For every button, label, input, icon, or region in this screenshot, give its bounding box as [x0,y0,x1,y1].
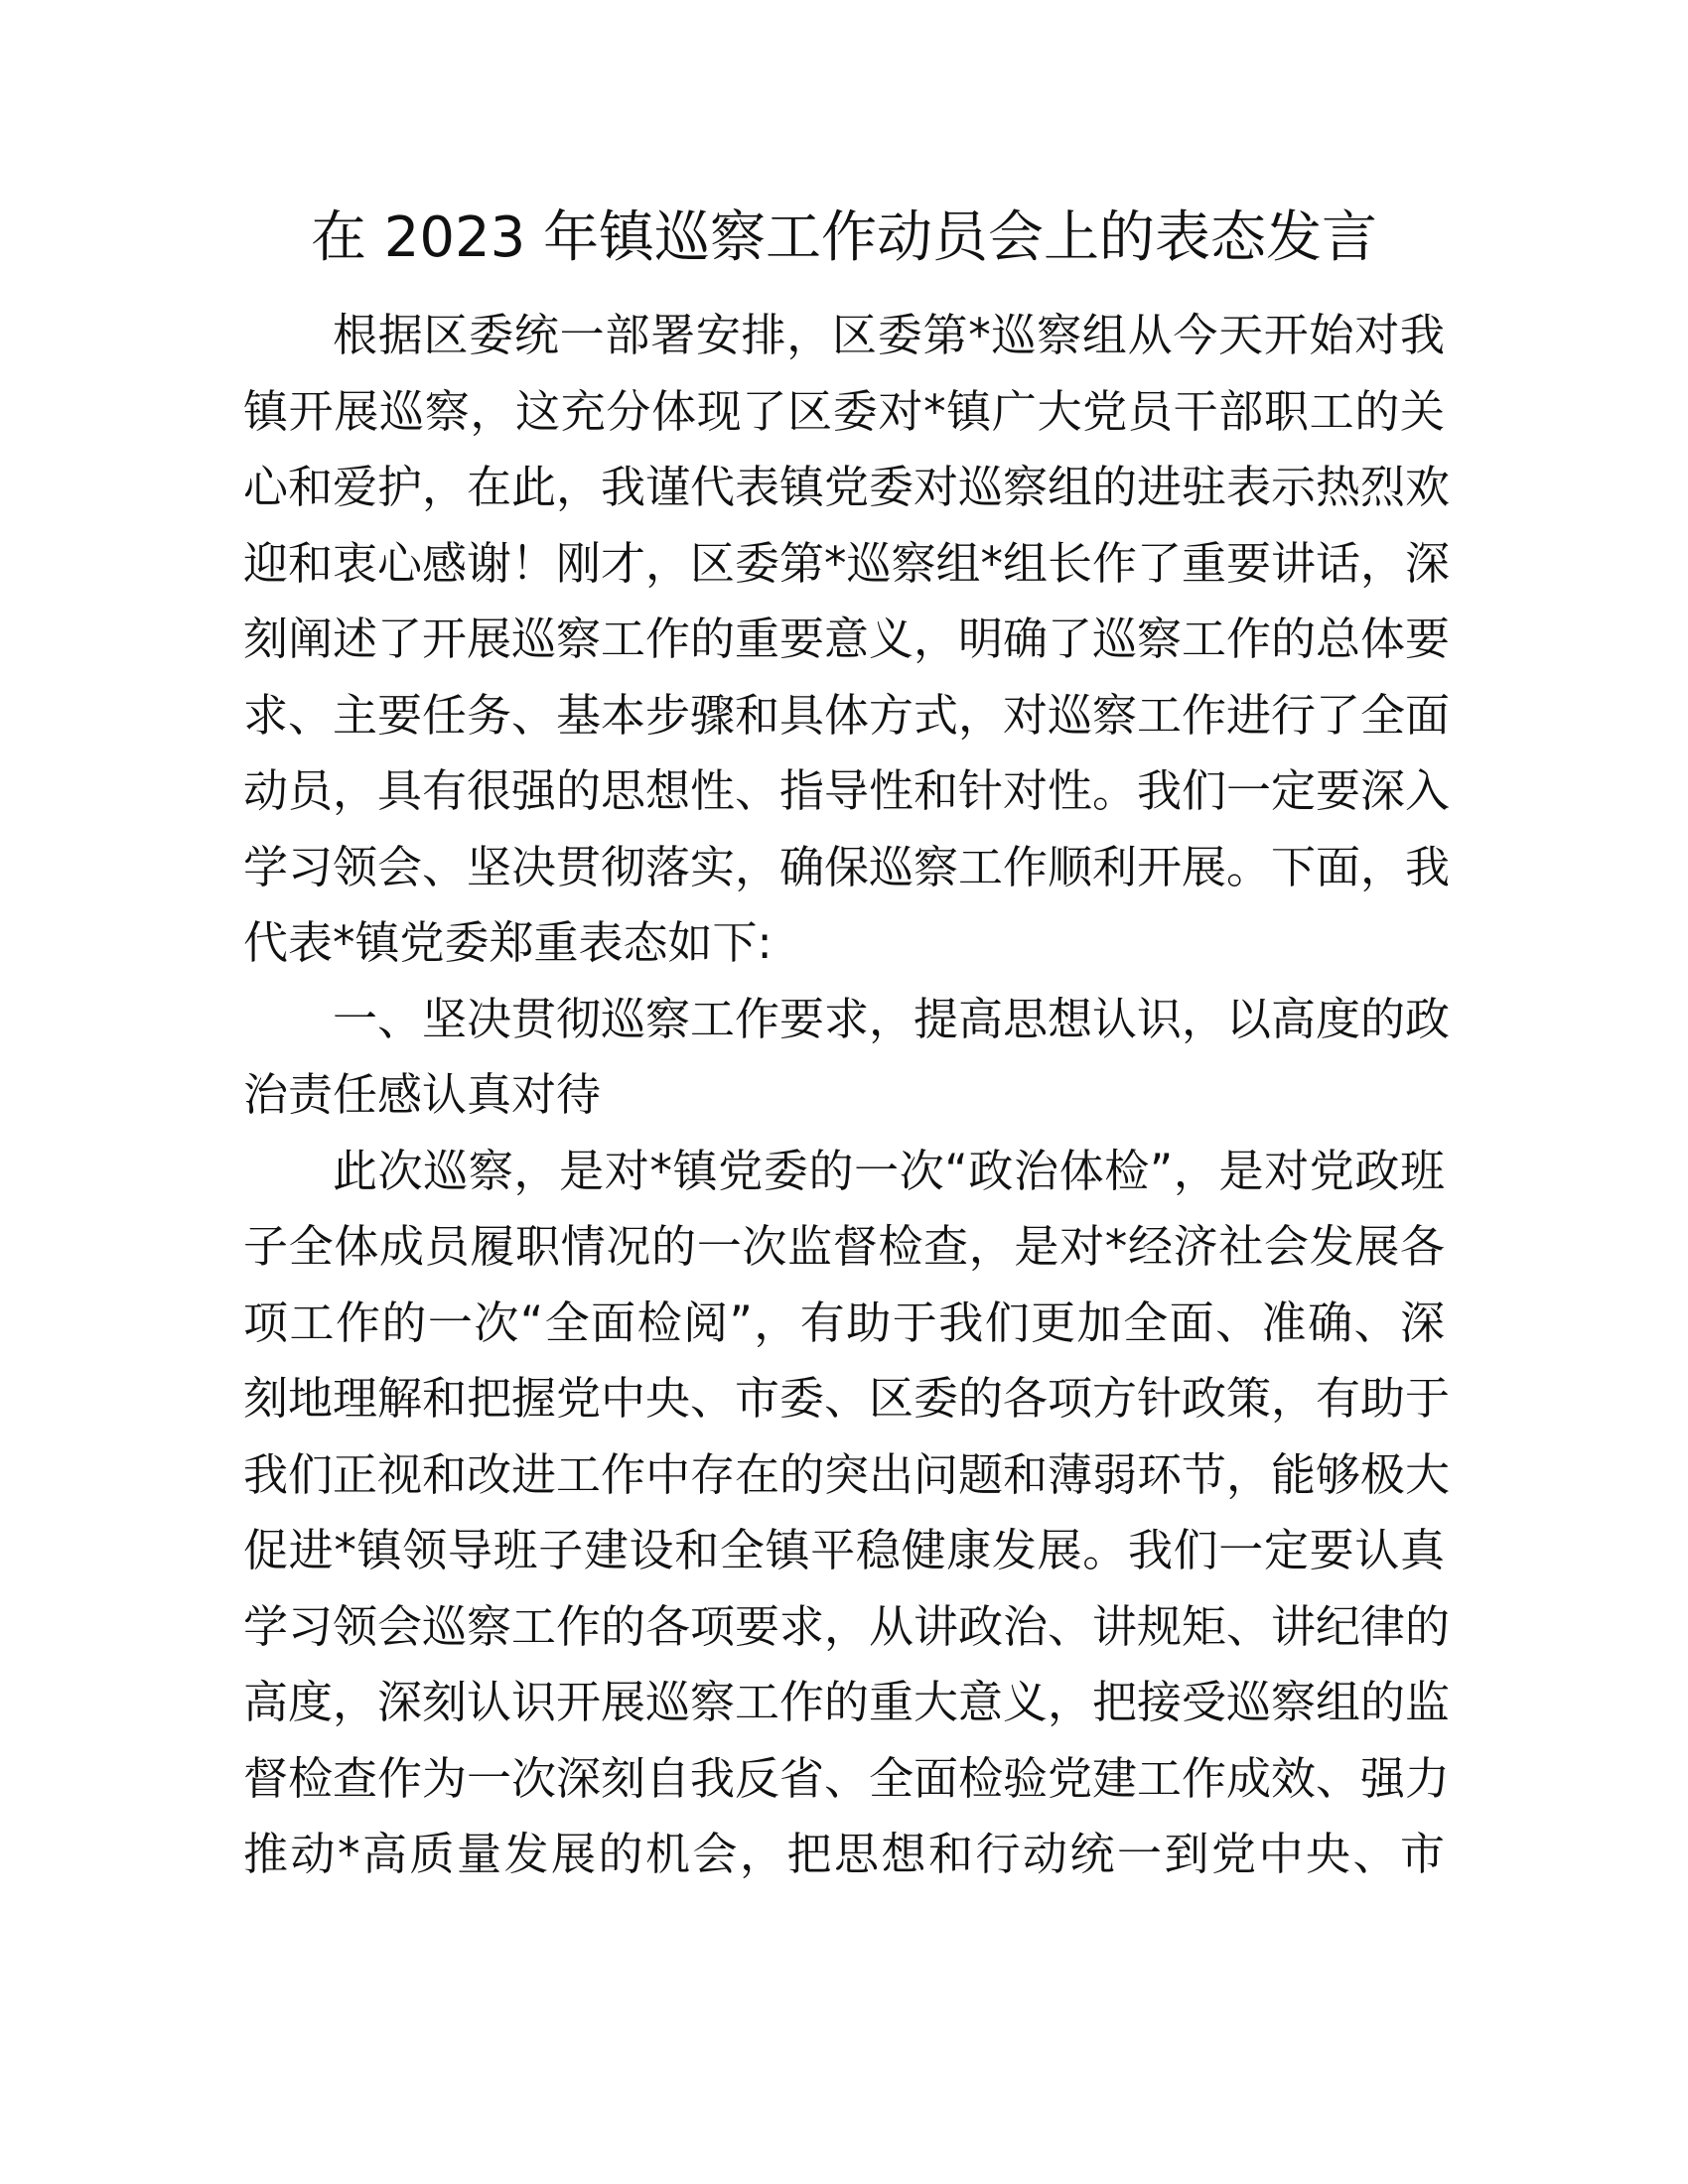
text-line: 促进*镇领导班子建设和全镇平稳健康发展。我们一定要认真 [243,1524,1445,1576]
paragraph-intro [243,298,1451,982]
paragraph-section-1-body [243,1134,1451,1893]
text-line: 高度，深刻认识开展巡察工作的重大意义，把接受巡察组的监 [243,1676,1451,1728]
text-line: 心和爱护，在此，我谨代表镇党委对巡察组的进驻表示热烈欢 [243,461,1451,513]
section-heading-1 [243,982,1451,1134]
text-line: 子全体成员履职情况的一次监督检查，是对*经济社会发展各 [243,1220,1445,1273]
text-line: 一、坚决贯彻巡察工作要求，提高思想认识，以高度的政 [333,992,1451,1045]
text-line: 根据区委统一部署安排，区委第*巡察组从今天开始对我 [333,309,1445,361]
text-line: 动员，具有很强的思想性、指导性和针对性。我们一定要深入 [243,764,1451,817]
text-line: 此次巡察，是对*镇党委的一次“政治体检”，是对党政班 [333,1144,1445,1197]
document-title: 在 2023 年镇巡察工作动员会上的表态发言 [310,205,1378,270]
text-line: 学习领会、坚决贯彻落实，确保巡察工作顺利开展。下面，我 [243,840,1451,893]
text-line: 刻阐述了开展巡察工作的重要意义，明确了巡察工作的总体要 [243,613,1451,665]
text-line: 求、主要任务、基本步骤和具体方式，对巡察工作进行了全面 [243,688,1451,742]
text-line: 项工作的一次“全面检阅”，有助于我们更加全面、准确、深 [243,1296,1445,1349]
text-line: 督检查作为一次深刻自我反省、全面检验党建工作成效、强力 [243,1751,1451,1805]
text-line: 治责任感认真对待 [243,1068,602,1121]
text-line: 刻地理解和把握党中央、市委、区委的各项方针政策，有助于 [243,1372,1451,1425]
text-line: 代表*镇党委郑重表态如下: [243,916,773,969]
document-body [243,298,1451,1893]
text-line: 迎和衷心感谢！刚才，区委第*巡察组*组长作了重要讲话，深 [243,536,1451,590]
text-line: 我们正视和改进工作中存在的突出问题和薄弱环节，能够极大 [243,1447,1451,1501]
text-line: 镇开展巡察，这充分体现了区委对*镇广大党员干部职工的关 [243,384,1445,438]
text-line: 学习领会巡察工作的各项要求，从讲政治、讲规矩、讲纪律的 [243,1599,1451,1653]
text-line: 推动*高质量发展的机会，把思想和行动统一到党中央、市 [243,1828,1445,1880]
